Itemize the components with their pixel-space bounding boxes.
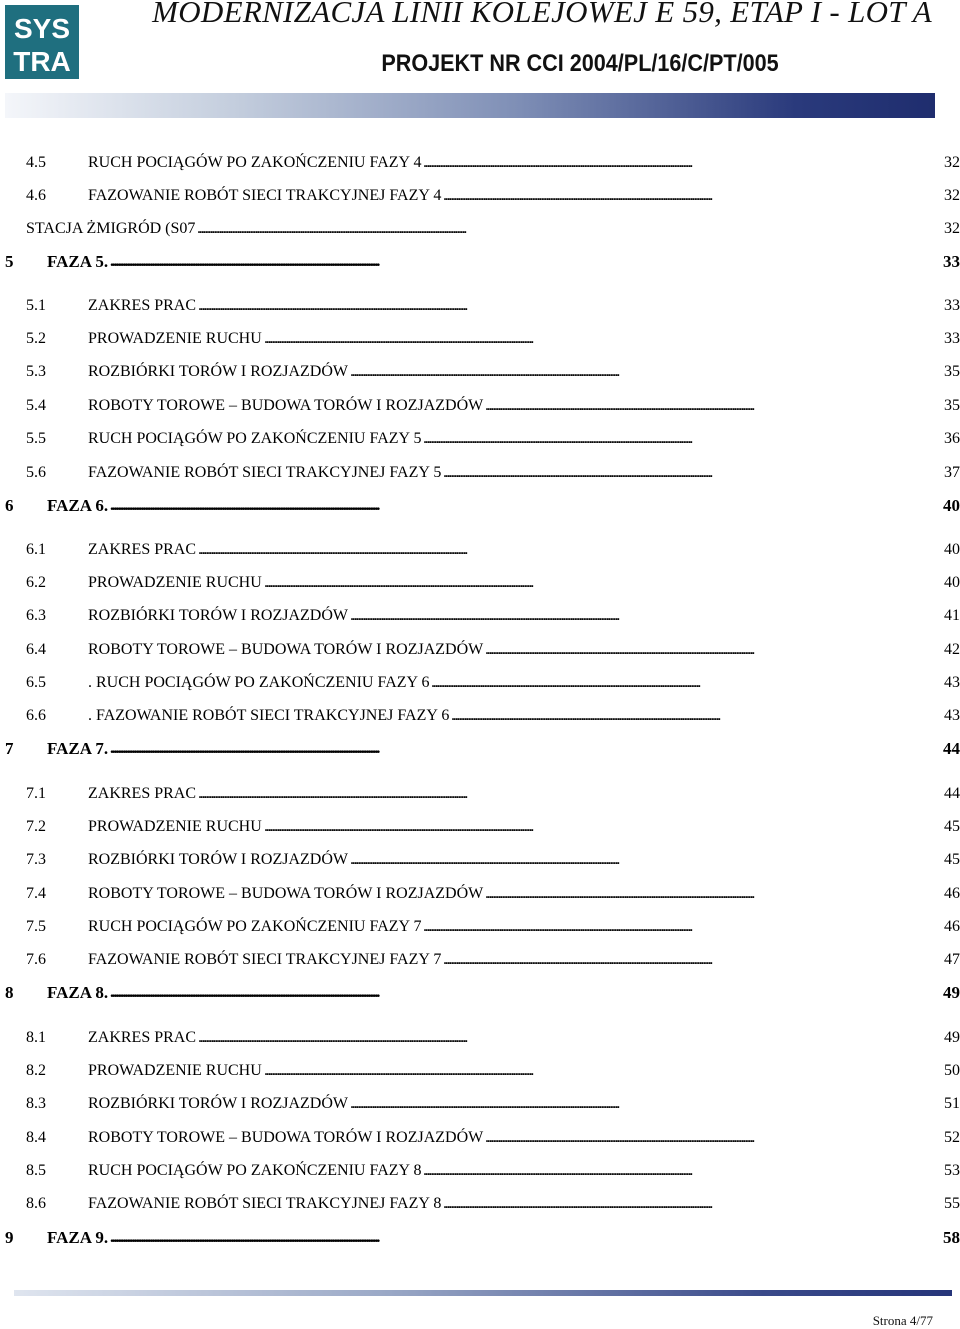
toc-entry-page: 43 — [941, 705, 960, 727]
toc-entry-number: 5 — [5, 252, 14, 271]
toc-entry[interactable] — [0, 572, 960, 594]
toc-leader-dots — [350, 1093, 941, 1115]
toc-entry-page: 53 — [941, 1160, 960, 1182]
toc-entry-number: 4.5 — [26, 154, 46, 171]
toc-entry-title: ROBOTY TOROWE – BUDOWA TORÓW I ROZJAZDÓW — [88, 885, 484, 902]
toc-entry-title: PROWADZENIE RUCHU — [88, 574, 262, 591]
toc-entry-title: ROZBIÓRKI TORÓW I ROZJAZDÓW — [88, 1095, 348, 1112]
toc-entry[interactable] — [0, 428, 960, 450]
project-number: PROJEKT NR CCI 2004/PL/16/C/PT/005 — [381, 50, 779, 77]
toc-entry-number: 6.1 — [26, 541, 46, 558]
toc-leader-dots — [264, 1060, 941, 1082]
toc-leader-dots — [110, 495, 940, 517]
toc-entry-number: 4.6 — [26, 187, 46, 204]
toc-entry-title: FAZOWANIE ROBÓT SIECI TRAKCYJNEJ FAZY 5 — [88, 464, 442, 481]
toc-entry[interactable] — [0, 1160, 960, 1182]
toc-entry-page: 49 — [941, 1027, 960, 1049]
toc-entry[interactable] — [0, 982, 960, 1004]
toc-entry-page: 55 — [941, 1193, 960, 1215]
toc-entry-page: 44 — [940, 738, 960, 760]
toc-entry-number: 7.3 — [26, 851, 46, 868]
toc-entry-number: 6.6 — [26, 707, 46, 724]
toc-entry[interactable] — [0, 949, 960, 971]
toc-entry[interactable] — [0, 295, 960, 317]
toc-entry[interactable] — [0, 1127, 960, 1149]
toc-leader-dots — [423, 1160, 941, 1182]
toc-entry-page: 36 — [941, 428, 960, 450]
toc-entry-number: 8.6 — [26, 1195, 46, 1212]
toc-entry-title: PROWADZENIE RUCHU — [88, 330, 262, 347]
toc-leader-dots — [350, 849, 941, 871]
toc-entry-title: ROBOTY TOROWE – BUDOWA TORÓW I ROZJAZDÓW — [88, 1129, 484, 1146]
toc-entry[interactable] — [0, 672, 960, 694]
toc-leader-dots — [264, 328, 941, 350]
toc-entry-page: 40 — [940, 495, 960, 517]
toc-entry-title: ROZBIÓRKI TORÓW I ROZJAZDÓW — [88, 851, 348, 868]
toc-entry-page: 43 — [941, 672, 960, 694]
toc-entry-number: 6.4 — [26, 641, 46, 658]
toc-entry-page: 46 — [941, 883, 960, 905]
toc-entry-page: 49 — [940, 982, 960, 1004]
toc-entry-title: ROBOTY TOROWE – BUDOWA TORÓW I ROZJAZDÓW — [88, 641, 484, 658]
toc-entry-title: FAZA 6. — [47, 496, 109, 515]
toc-entry[interactable] — [0, 152, 960, 174]
toc-entry-title: ROZBIÓRKI TORÓW I ROZJAZDÓW — [88, 363, 348, 380]
toc-leader-dots — [485, 639, 941, 661]
footer-gradient-bar — [14, 1290, 952, 1296]
toc-entry-number: 5.1 — [26, 297, 46, 314]
toc-entry-page: 50 — [941, 1060, 960, 1082]
toc-entry-page: 44 — [941, 783, 960, 805]
toc-entry-title: ZAKRES PRAC — [88, 541, 197, 558]
toc-leader-dots — [264, 816, 941, 838]
toc-entry-number: 9 — [5, 1228, 14, 1247]
toc-entry-title: RUCH POCIĄGÓW PO ZAKOŃCZENIU FAZY 4 — [88, 154, 422, 171]
toc-entry-title: PROWADZENIE RUCHU — [88, 818, 262, 835]
toc-leader-dots — [443, 1193, 941, 1215]
toc-entry-number: 7.6 — [26, 951, 46, 968]
toc-entry-number: 7.4 — [26, 885, 46, 902]
toc-entry-title: ROBOTY TOROWE – BUDOWA TORÓW I ROZJAZDÓW — [88, 397, 484, 414]
toc-entry-number: 8.3 — [26, 1095, 46, 1112]
toc-entry[interactable] — [0, 395, 960, 417]
toc-leader-dots — [197, 218, 941, 240]
logo-text-bottom: TRA — [13, 46, 71, 77]
toc-entry[interactable] — [0, 605, 960, 627]
toc-leader-dots — [198, 295, 941, 317]
toc-entry-page: 32 — [941, 218, 960, 240]
toc-entry-number: 6.5 — [26, 674, 46, 691]
toc-leader-dots — [443, 185, 941, 207]
toc-entry[interactable] — [0, 185, 960, 207]
toc-leader-dots — [350, 361, 941, 383]
toc-entry[interactable] — [0, 251, 960, 273]
toc-entry-title: FAZOWANIE ROBÓT SIECI TRAKCYJNEJ FAZY 8 — [88, 1195, 442, 1212]
toc-entry-number: 7.1 — [26, 785, 46, 802]
toc-entry-title: RUCH POCIĄGÓW PO ZAKOŃCZENIU FAZY 7 — [88, 918, 422, 935]
toc-entry-number: 8.5 — [26, 1162, 46, 1179]
toc-leader-dots — [198, 1027, 941, 1049]
toc-leader-dots — [350, 605, 941, 627]
toc-leader-dots — [443, 462, 941, 484]
toc-entry-page: 35 — [941, 395, 960, 417]
toc-entry[interactable] — [0, 1060, 960, 1082]
toc-leader-dots — [443, 949, 941, 971]
toc-entry[interactable] — [0, 816, 960, 838]
toc-entry[interactable] — [0, 783, 960, 805]
toc-leader-dots — [431, 672, 941, 694]
toc-entry[interactable] — [0, 1093, 960, 1115]
toc-entry-number: 7 — [5, 739, 14, 758]
toc-entry-title: STACJA ŻMIGRÓD (S07 — [26, 220, 196, 237]
toc-leader-dots — [485, 883, 941, 905]
toc-entry[interactable] — [0, 916, 960, 938]
toc-entry-page: 42 — [941, 639, 960, 661]
toc-entry-number: 6.3 — [26, 607, 46, 624]
toc-entry[interactable] — [0, 539, 960, 561]
toc-entry-number: 8.1 — [26, 1029, 46, 1046]
toc-entry-page: 37 — [941, 462, 960, 484]
toc-entry-title: . RUCH POCIĄGÓW PO ZAKOŃCZENIU FAZY 6 — [88, 674, 430, 691]
toc-entry-title: FAZA 5. — [47, 252, 109, 271]
toc-entry-number: 5.2 — [26, 330, 46, 347]
toc-entry-page: 33 — [941, 328, 960, 350]
toc-entry-title: FAZOWANIE ROBÓT SIECI TRAKCYJNEJ FAZY 4 — [88, 187, 442, 204]
toc-entry[interactable] — [0, 883, 960, 905]
toc-leader-dots — [198, 783, 941, 805]
toc-entry[interactable] — [0, 495, 960, 517]
toc-entry-title: FAZA 9. — [47, 1228, 109, 1247]
toc-entry[interactable] — [0, 462, 960, 484]
toc-entry-page: 45 — [941, 816, 960, 838]
toc-leader-dots — [423, 916, 941, 938]
toc-entry[interactable] — [0, 705, 960, 727]
toc-leader-dots — [110, 738, 940, 760]
toc-entry-number: 8.2 — [26, 1062, 46, 1079]
systra-logo — [5, 5, 79, 79]
toc-leader-dots — [110, 251, 940, 273]
toc-entry-page: 51 — [941, 1093, 960, 1115]
toc-entry-title: ZAKRES PRAC — [88, 1029, 197, 1046]
toc-entry-page: 40 — [941, 572, 960, 594]
toc-entry-page: 58 — [940, 1227, 960, 1249]
logo-text-top: SYS — [13, 13, 71, 44]
toc-entry[interactable] — [0, 1193, 960, 1215]
toc-entry-title: ROZBIÓRKI TORÓW I ROZJAZDÓW — [88, 607, 348, 624]
header-gradient-bar — [5, 93, 935, 118]
toc-entry[interactable] — [0, 328, 960, 350]
toc-entry-page: 45 — [941, 849, 960, 871]
toc-entry-title: . FAZOWANIE ROBÓT SIECI TRAKCYJNEJ FAZY 6 — [88, 707, 450, 724]
document-title: MODERNIZACJA LINII KOLEJOWEJ E 59, ETAP I - LOT A — [152, 0, 932, 29]
toc-entry[interactable] — [0, 218, 960, 240]
toc-entry-number: 5.3 — [26, 363, 46, 380]
toc-entry-number: 6.2 — [26, 574, 46, 591]
toc-entry-number: 8 — [5, 983, 14, 1002]
toc-entry-title: FAZA 7. — [47, 739, 109, 758]
toc-entry-number: 6 — [5, 496, 14, 515]
toc-entry-title: FAZOWANIE ROBÓT SIECI TRAKCYJNEJ FAZY 7 — [88, 951, 442, 968]
toc-leader-dots — [423, 428, 941, 450]
toc-leader-dots — [451, 705, 941, 727]
toc-leader-dots — [485, 395, 941, 417]
toc-entry[interactable] — [0, 849, 960, 871]
toc-entry[interactable] — [0, 738, 960, 760]
toc-entry-title: RUCH POCIĄGÓW PO ZAKOŃCZENIU FAZY 5 — [88, 430, 422, 447]
page-number: Strona 4/77 — [872, 1313, 933, 1328]
toc-entry-title: ZAKRES PRAC — [88, 785, 197, 802]
toc-entry-page: 33 — [940, 251, 960, 273]
toc-entry-number: 7.5 — [26, 918, 46, 935]
toc-leader-dots — [110, 982, 940, 1004]
toc-entry-number: 5.6 — [26, 464, 46, 481]
toc-entry[interactable] — [0, 361, 960, 383]
toc-leader-dots — [110, 1227, 940, 1249]
toc-entry-page: 33 — [941, 295, 960, 317]
toc-entry-page: 47 — [941, 949, 960, 971]
toc-entry-page: 35 — [941, 361, 960, 383]
toc-entry-page: 46 — [941, 916, 960, 938]
toc-entry-page: 40 — [941, 539, 960, 561]
toc-entry-page: 32 — [941, 152, 960, 174]
toc-leader-dots — [264, 572, 941, 594]
toc-entry-page: 32 — [941, 185, 960, 207]
toc-leader-dots — [485, 1127, 941, 1149]
toc-entry-number: 7.2 — [26, 818, 46, 835]
toc-entry-number: 5.5 — [26, 430, 46, 447]
toc-entry-page: 52 — [941, 1127, 960, 1149]
toc-leader-dots — [198, 539, 941, 561]
toc-entry-title: ZAKRES PRAC — [88, 297, 197, 314]
toc-entry[interactable] — [0, 1027, 960, 1049]
toc-entry-page: 41 — [941, 605, 960, 627]
toc-entry-title: RUCH POCIĄGÓW PO ZAKOŃCZENIU FAZY 8 — [88, 1162, 422, 1179]
toc-entry-title: PROWADZENIE RUCHU — [88, 1062, 262, 1079]
toc-leader-dots — [423, 152, 941, 174]
toc-entry-number: 8.4 — [26, 1129, 46, 1146]
toc-entry-number: 5.4 — [26, 397, 46, 414]
toc-entry[interactable] — [0, 1227, 960, 1249]
toc-entry[interactable] — [0, 639, 960, 661]
toc-entry-title: FAZA 8. — [47, 983, 109, 1002]
